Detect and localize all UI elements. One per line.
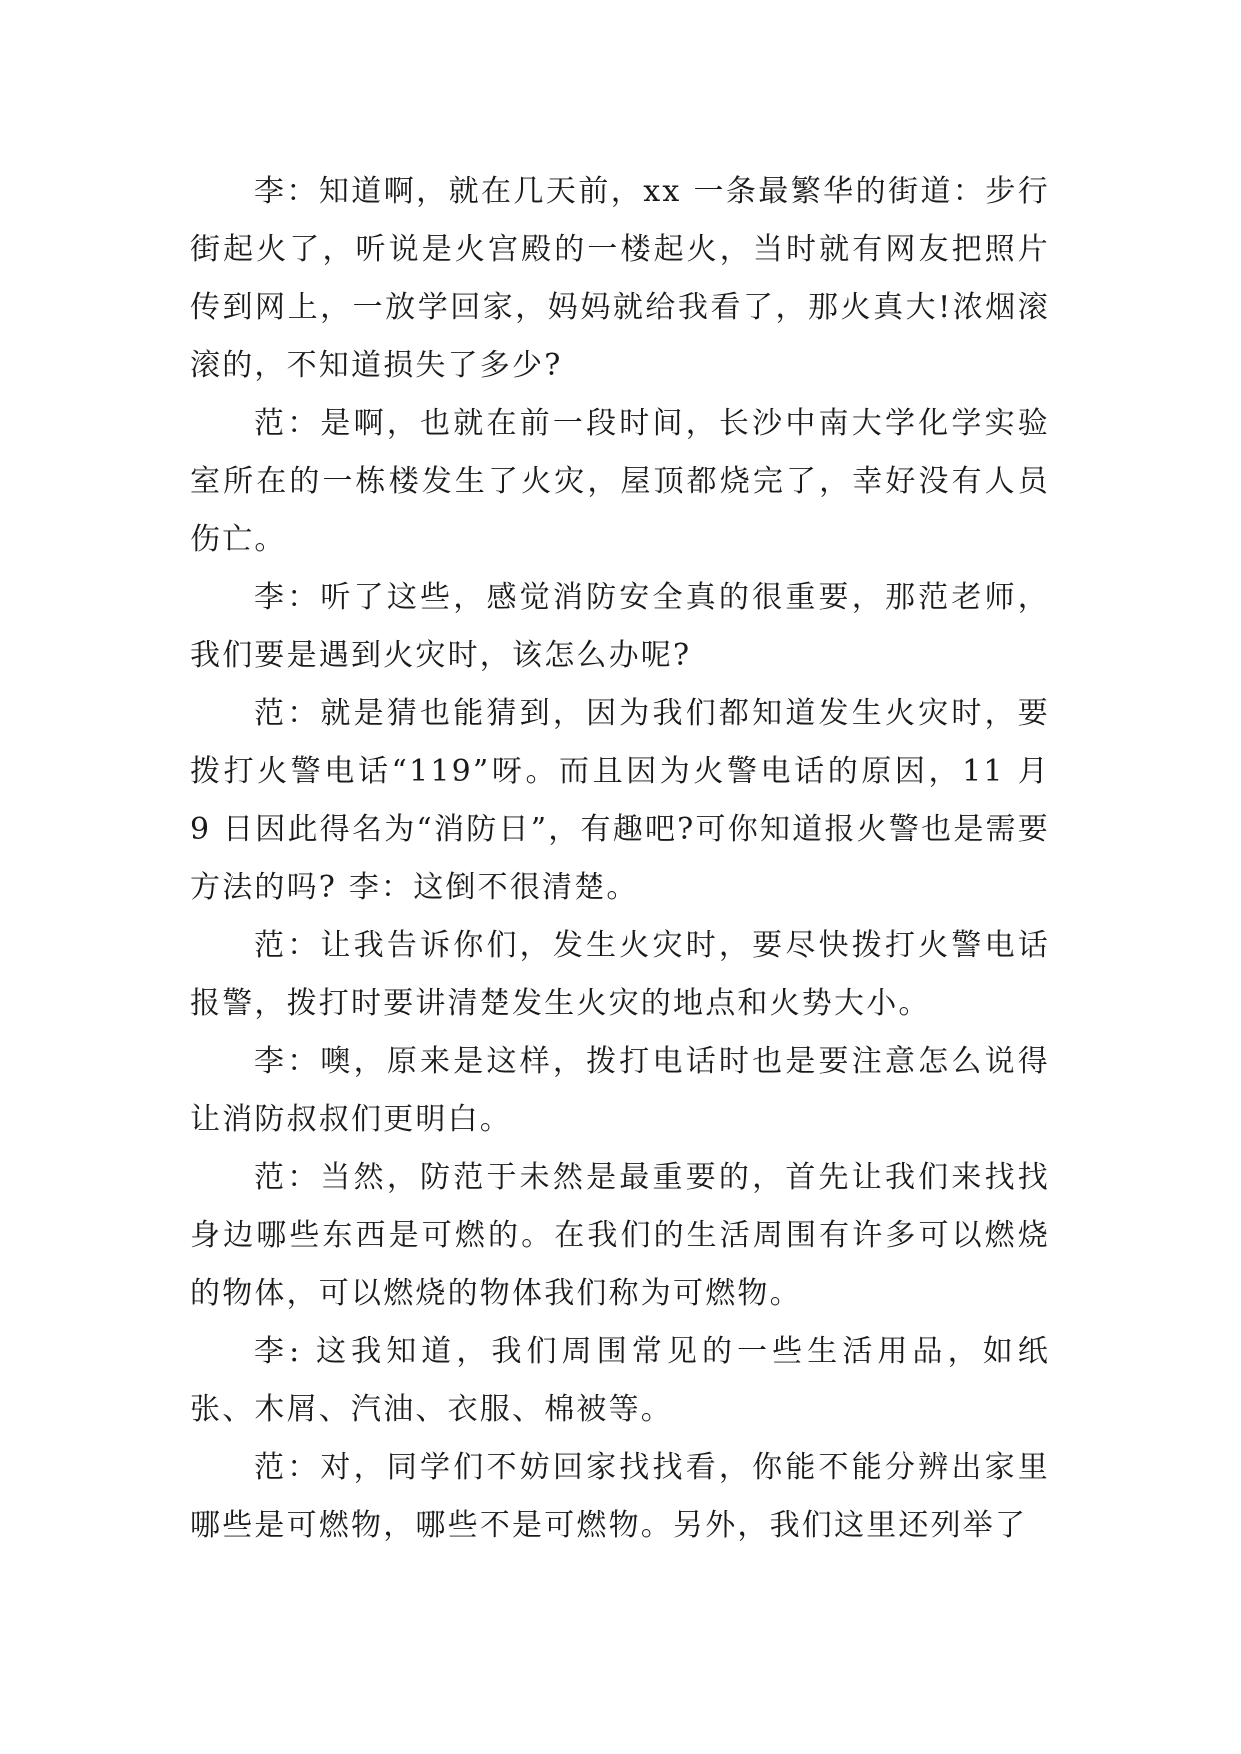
paragraph-fan-lab-fire: 范：是啊，也就在前一段时间，长沙中南大学化学实验室所在的一栋楼发生了火灾，屋顶都烧完了，幸好没有人员伤亡。 xyxy=(190,406,1050,557)
paragraph-li-fire-street: 李：知道啊，就在几天前，xx 一条最繁华的街道：步行街起火了，听说是火宫殿的一楼起火，当时就有网友把照片传到网上，一放学回家，妈妈就给我看了，那火真大!浓烟滚滚的，不知道损失了多少? xyxy=(190,174,1050,383)
paragraph-li-examples: 李: 这我知道，我们周围常见的一些生活用品，如纸张、木屑、汽油、衣服、棉被等。 xyxy=(190,1334,1050,1427)
paragraph-fan-combustibles: 范：当然，防范于未然是最重要的，首先让我们来找找身边哪些东西是可燃的。在我们的生活周围有许多可以燃烧的物体，可以燃烧的物体我们称为可燃物。 xyxy=(190,1160,1050,1311)
paragraph-fan-report: 范：让我告诉你们，发生火灾时，要尽快拨打火警电话报警，拨打时要讲清楚发生火灾的地点和火势大小。 xyxy=(190,928,1050,1021)
paragraph-li-question: 李：听了这些，感觉消防安全真的很重要，那范老师，我们要是遇到火灾时，该怎么办呢? xyxy=(190,580,1050,673)
paragraph-fan-homework: 范：对，同学们不妨回家找找看，你能不能分辨出家里哪些是可燃物，哪些不是可燃物。另外，我们这里还列举了 xyxy=(190,1450,1050,1543)
paragraph-li-understand: 李：噢，原来是这样，拨打电话时也是要注意怎么说得让消防叔叔们更明白。 xyxy=(190,1044,1050,1137)
paragraph-fan-119: 范：就是猜也能猜到，因为我们都知道发生火灾时，要拨打火警电话“119”呀。而且因为火警电话的原因，11 月 9 日因此得名为“消防日”，有趣吧?可你知道报火警也是需要方法的吗? 李：这倒不很清楚。 xyxy=(190,696,1050,905)
dialogue-text xyxy=(190,163,1050,1555)
